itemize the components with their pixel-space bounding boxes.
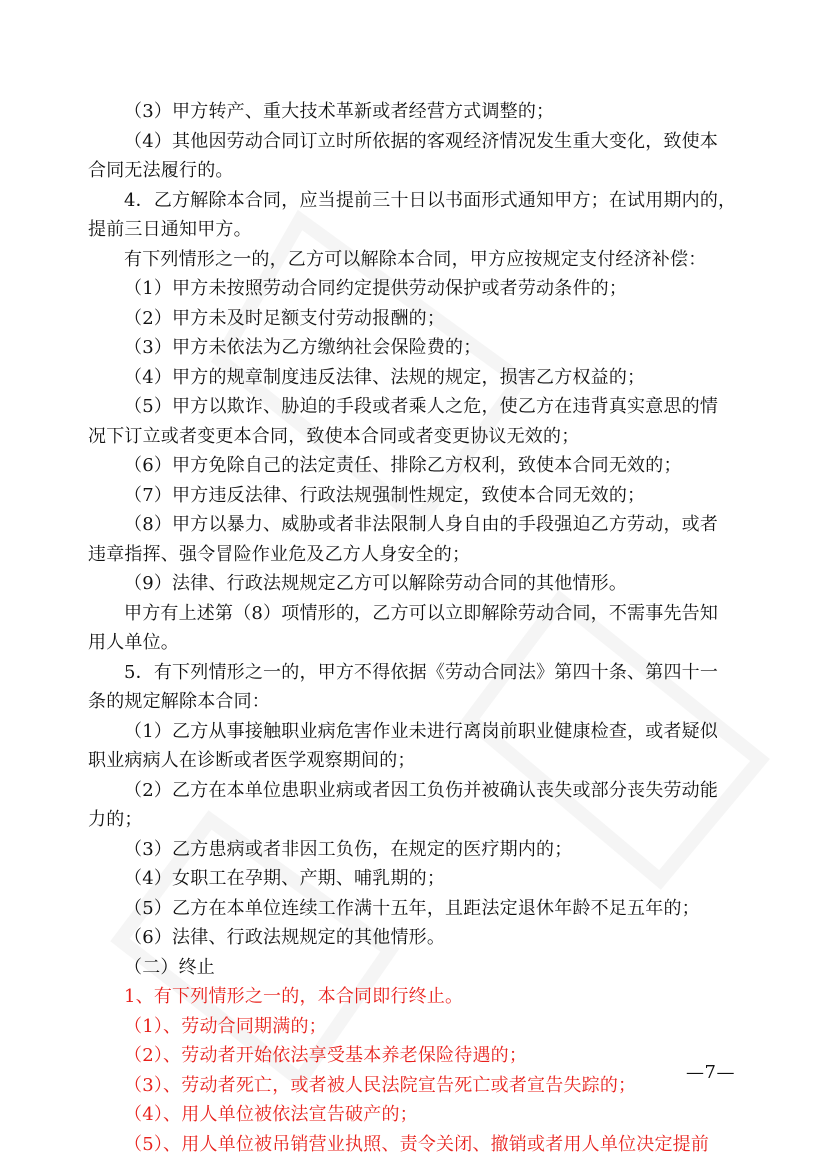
highlighted-text-line: （3）、劳动者死亡，或者被人民法院宣告死亡或者宣告失踪的；: [124, 1074, 637, 1096]
text-line: （5）甲方以欺诈、胁迫的手段或者乘人之危，使乙方在违背真实意思的情: [124, 396, 719, 417]
text-line: （9）法律、行政法规规定乙方可以解除劳动合同的其他情形。: [124, 573, 628, 594]
highlighted-text-line: （1）、劳动合同期满的；: [124, 1015, 327, 1037]
text-line: （4）甲方的规章制度违反法律、法规的规定，损害乙方权益的；: [124, 366, 646, 388]
text-line: （3）甲方未依法为乙方缴纳社会保险费的；: [124, 337, 482, 358]
text-line: （6）甲方免除自己的法定责任、排除乙方权利，致使本合同无效的；: [124, 455, 682, 476]
text-line: （5）乙方在本单位连续工作满十五年，且距法定退休年龄不足五年的；: [124, 897, 700, 919]
text-line: 5．有下列情形之一的，甲方不得依据《劳动合同法》第四十条、第四十一: [124, 661, 719, 683]
text-line: （3）乙方患病或者非因工负伤，在规定的医疗期内的；: [124, 838, 573, 860]
highlighted-text-line: 1、有下列情形之一的，本合同即行终止。: [124, 986, 464, 1007]
text-line: （2）乙方在本单位患职业病或者因工负伤并被确认丧失或部分丧失劳动能: [124, 779, 719, 801]
text-line: 况下订立或者变更本合同，致使本合同或者变更协议无效的；: [88, 425, 580, 447]
text-line: （8）甲方以暴力、威胁或者非法限制人身自由的手段强迫乙方劳动，或者: [124, 514, 719, 535]
text-line: 有下列情形之一的，乙方可以解除本合同，甲方应按规定支付经济补偿：: [124, 248, 707, 270]
text-line: 违章指挥、强令冒险作业危及乙方人身安全的；: [88, 543, 471, 565]
highlighted-text-line: （4）、用人单位被依法宣告破产的；: [124, 1104, 418, 1125]
text-line: 用人单位。: [88, 632, 179, 653]
text-line: （7）甲方违反法律、行政法规强制性规定，致使本合同无效的；: [124, 484, 646, 506]
text-line: 甲方有上述第（8）项情形的，乙方可以立即解除劳动合同，不需事先告知: [124, 602, 719, 624]
highlighted-text-line: （5）、用人单位被吊销营业执照、责令关闭、撤销或者用人单位决定提前: [124, 1133, 710, 1155]
text-line: （1）甲方未按照劳动合同约定提供劳动保护或者劳动条件的；: [124, 278, 628, 299]
text-line: （2）甲方未及时足额支付劳动报酬的；: [124, 307, 446, 329]
text-line: 职业病病人在诊断或者医学观察期间的；: [88, 750, 416, 771]
text-line: 条的规定解除本合同：: [88, 691, 270, 712]
text-line: 4．乙方解除本合同，应当提前三十日以书面形式通知甲方；在试用期内的，: [124, 189, 737, 211]
text-line: （1）乙方从事接触职业病危害作业未进行离岗前职业健康检查，或者疑似: [124, 720, 719, 742]
text-line: 力的；: [88, 809, 143, 830]
text-line: （4）其他因劳动合同订立时所依据的客观经济情况发生重大变化，致使本: [124, 130, 719, 152]
text-line: （4）女职工在孕期、产期、哺乳期的；: [124, 868, 446, 889]
text-line: （3）甲方转产、重大技术革新或者经营方式调整的；: [124, 101, 555, 122]
highlighted-text-line: （2）、劳动者开始依法享受基本养老保险待遇的；: [124, 1045, 528, 1066]
text-line: 提前三日通知甲方。: [88, 219, 252, 240]
text-line: （6）法律、行政法规规定的其他情形。: [124, 927, 446, 948]
text-line: 合同无法履行的。: [88, 160, 234, 181]
text-line: （二）终止: [124, 956, 215, 978]
document-body: [88, 97, 756, 1159]
page-number: —7—: [686, 1062, 735, 1083]
